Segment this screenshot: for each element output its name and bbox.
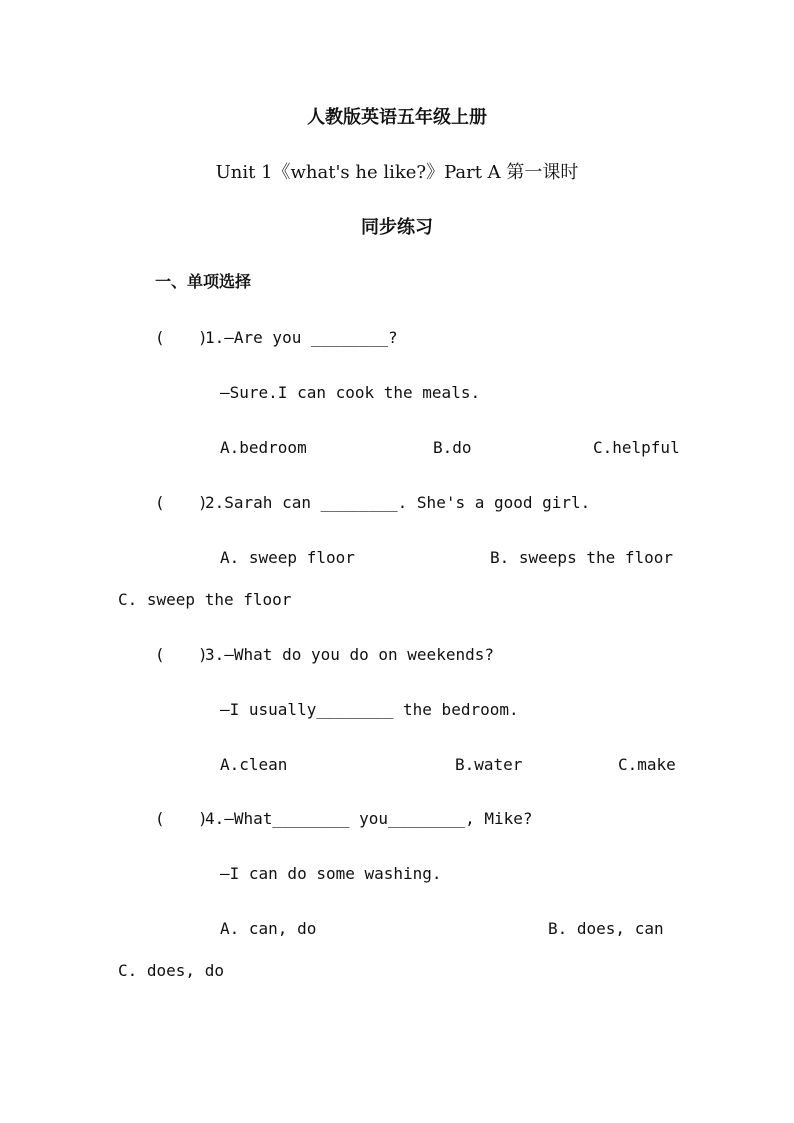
- option-b: B. does, can: [548, 919, 664, 938]
- option-a: A. sweep floor: [220, 548, 355, 567]
- answer-paren-open: (: [155, 493, 165, 512]
- option-a: A.clean: [220, 755, 288, 774]
- option-b: B.water: [455, 755, 523, 774]
- question-stem: 4.—What________ you________, Mike?: [205, 809, 533, 828]
- option-c: C. does, do: [118, 961, 224, 980]
- answer-paren-open: (: [155, 645, 165, 664]
- question-reply: —Sure.I can cook the meals.: [220, 383, 481, 402]
- question-reply: —I can do some washing.: [220, 864, 442, 883]
- question-stem: 2.Sarah can ________. She's a good girl.: [205, 493, 591, 512]
- option-c: C.helpful: [593, 438, 680, 457]
- answer-paren-open: (: [155, 328, 165, 347]
- answer-blank[interactable]: [155, 493, 208, 513]
- answer-paren-close: ): [198, 809, 208, 828]
- question-stem: 3.—What do you do on weekends?: [205, 645, 494, 664]
- option-b: B. sweeps the floor: [490, 548, 674, 567]
- page-subtitle: Unit 1《what's he like?》Part A 第一课时: [215, 162, 579, 183]
- option-b: B.do: [433, 438, 472, 457]
- question-stem: 1.—Are you ________?: [205, 328, 398, 347]
- question-reply: —I usually________ the bedroom.: [220, 700, 519, 719]
- option-a: A. can, do: [220, 919, 317, 938]
- answer-blank[interactable]: [155, 328, 208, 348]
- answer-blank[interactable]: [155, 809, 208, 829]
- answer-blank[interactable]: [155, 645, 208, 665]
- page-title: 人教版英语五年级上册: [307, 107, 487, 128]
- answer-paren-close: ): [198, 328, 208, 347]
- section-heading: 一、单项选择: [155, 272, 252, 291]
- option-a: A.bedroom: [220, 438, 307, 457]
- page-subtitle-exercise: 同步练习: [361, 217, 433, 238]
- answer-paren-close: ): [198, 493, 208, 512]
- option-c: C. sweep the floor: [118, 590, 292, 609]
- answer-paren-close: ): [198, 645, 208, 664]
- answer-paren-open: (: [155, 809, 165, 828]
- option-c: C.make: [618, 755, 676, 774]
